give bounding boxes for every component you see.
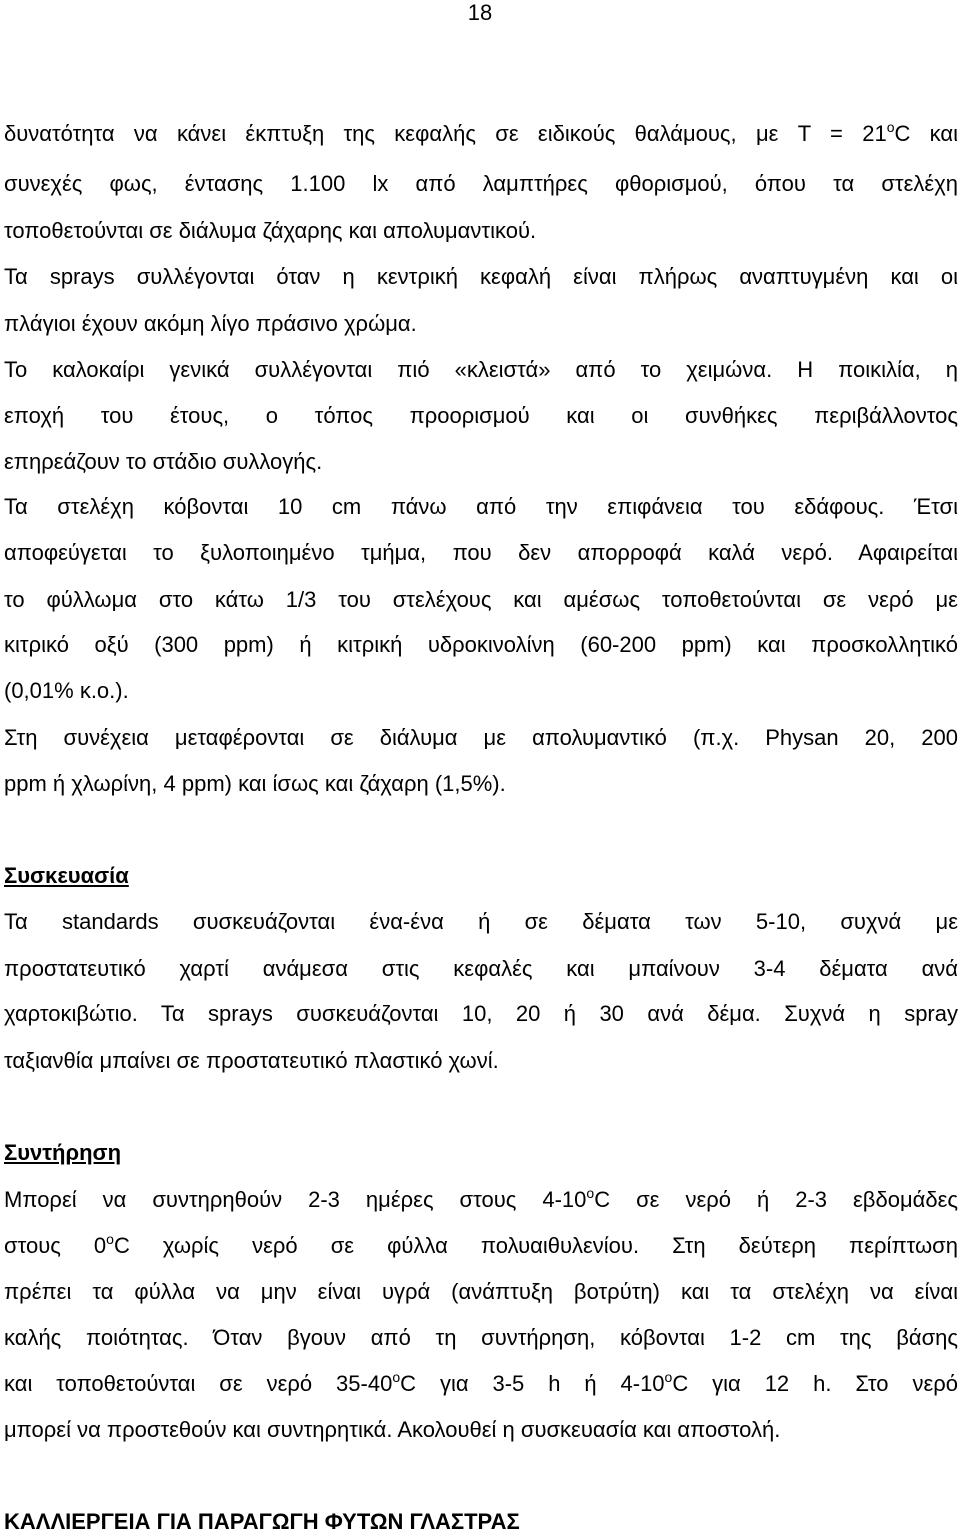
paragraph-line: αποφεύγεται το ξυλοποιημένο τμήμα, που δεν απορροφά καλά νερό. Αφαιρείται <box>4 540 958 565</box>
paragraph-line: τοποθετούνται σε διάλυμα ζάχαρης και απολυμαντικού. <box>4 218 537 243</box>
paragraph-line: συνεχές φως, έντασης 1.100 lx από λαμπτήρες φθορισμού, όπου τα στελέχη <box>4 171 958 196</box>
paragraph-line: Τα sprays συλλέγονται όταν η κεντρική κεφαλή είναι πλήρως αναπτυγμένη και οι <box>4 264 958 289</box>
paragraph-line: ταξιανθία μπαίνει σε προστατευτικό πλαστικό χωνί. <box>4 1048 499 1073</box>
paragraph-line: επηρεάζουν το στάδιο συλλογής. <box>4 449 323 474</box>
paragraph-line: Στη συνέχεια μεταφέρονται σε διάλυμα με απολυμαντικό (π.χ. Physan 20, 200 <box>4 725 958 750</box>
paragraph-line: προστατευτικό χαρτί ανάμεσα στις κεφαλές και μπαίνουν 3-4 δέματα ανά <box>4 956 958 981</box>
paragraph-line: κιτρικό οξύ (300 ppm) ή κιτρική υδροκινολίνη (60-200 ppm) και προσκολλητικό <box>4 632 958 657</box>
page-number: 18 <box>467 0 493 25</box>
paragraph-line: μπορεί να προστεθούν και συντηρητικά. Ακολουθεί η συσκευασία και αποστολή. <box>4 1417 781 1442</box>
paragraph-line: δυνατότητα να κάνει έκπτυξη της κεφαλής σε ειδικούς θαλάμους, με $T = 21^oC$ και <box>4 119 959 146</box>
paragraph-line: Τα standards συσκευάζονται ένα-ένα ή σε δέματα των 5-10, συχνά με <box>4 909 958 934</box>
section-heading-storage: Συντήρηση <box>4 1140 122 1165</box>
paragraph-line: πλάγιοι έχουν ακόμη λίγο πράσινο χρώμα. <box>4 311 417 336</box>
paragraph-line: πρέπει τα φύλλα να μην είναι υγρά (ανάπτυξη βοτρύτη) και τα στελέχη να είναι <box>4 1279 958 1304</box>
paragraph-line: και τοποθετούνται σε νερό $35-40^oC$ για 3-5 h ή $4-10^oC$ για 12 h. Στο νερό <box>4 1369 958 1396</box>
paragraph-line: Μπορεί να συντηρηθούν 2-3 ημέρες στους $4-10^oC$ σε νερό ή 2-3 εβδομάδες <box>4 1185 958 1212</box>
paragraph-line: στους $0^oC$ χωρίς νερό σε φύλλα πολυαιθυλενίου. Στη δεύτερη περίπτωση <box>4 1231 958 1258</box>
paragraph-line: το φύλλωμα στο κάτω 1/3 του στελέχους και αμέσως τοποθετούνται σε νερό με <box>4 587 958 612</box>
paragraph-line: (0,01% κ.ο.). <box>4 678 129 703</box>
paragraph-line: χαρτοκιβώτιο. Τα sprays συσκευάζονται 10, 20 ή 30 ανά δέμα. Συχνά η spray <box>4 1001 958 1026</box>
paragraph-line: εποχή του έτους, ο τόπος προορισμού και οι συνθήκες περιβάλλοντος <box>4 403 958 428</box>
section-title: ΚΑΛΛΙΕΡΓΕΙΑ ΓΙΑ ΠΑΡΑΓΩΓΗ ΦΥΤΩΝ ΓΛΑΣΤΡΑΣ <box>4 1509 520 1534</box>
paragraph-line: Τα στελέχη κόβονται 10 cm πάνω από την επιφάνεια του εδάφους. Έτσι <box>4 494 958 519</box>
paragraph-line: Το καλοκαίρι γενικά συλλέγονται πιό «κλειστά» από το χειμώνα. Η ποικιλία, η <box>4 357 958 382</box>
paragraph-line: καλής ποιότητας. Όταν βγουν από τη συντήρηση, κόβονται 1-2 cm της βάσης <box>4 1325 958 1350</box>
section-heading-packaging: Συσκευασία <box>4 863 129 888</box>
paragraph-line: ppm ή χλωρίνη, 4 ppm) και ίσως και ζάχαρη (1,5%). <box>4 771 506 796</box>
